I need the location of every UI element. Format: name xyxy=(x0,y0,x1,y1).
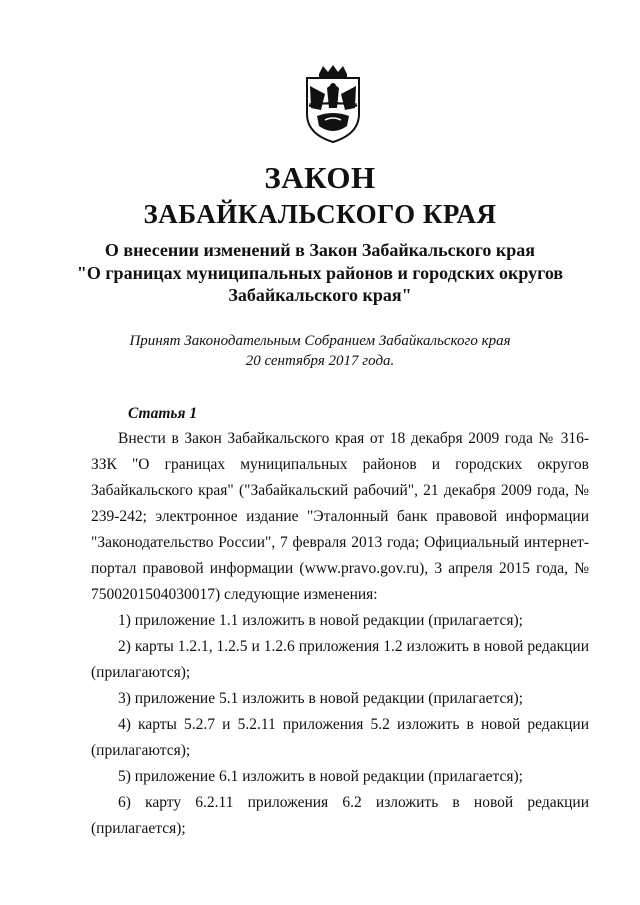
document-title: ЗАКОН xyxy=(264,160,376,195)
article-body xyxy=(91,426,589,842)
list-item: 5) приложение 6.1 изложить в новой редакции (прилагается); xyxy=(118,768,523,785)
list-item: 2) карты 1.2.1, 1.2.5 и 1.2.6 приложения 1.2 изложить в новой редакции (прилагаются); xyxy=(91,638,589,681)
article-heading: Статья 1 xyxy=(128,405,198,422)
list-item: 3) приложение 5.1 изложить в новой редакции (прилагается); xyxy=(118,690,523,707)
article-intro-paragraph: Внести в Закон Забайкальского края от 18 декабря 2009 года № 316-ЗЗК "О границах муниципальных районов и городских округов Забайкальского края" ("Забайкальский рабочий", 21 декабря 2009 года, № 239-242; электронное издание "Эталонный банк правовой информации "Законодательство России", 7 февраля 2013 года; Официальный интернет-портал правовой информации (www.pravo.gov.ru), 3 апреля 2015 года, № 7500201504030017) следующие изменения: xyxy=(91,430,589,603)
document-subtitle-line: "О границах муниципальных районов и городских округов xyxy=(76,263,564,283)
adoption-date: 20 сентября 2017 года. xyxy=(245,353,395,369)
list-item: 6) карту 6.2.11 приложения 6.2 изложить в новой редакции (прилагается); xyxy=(91,794,589,837)
document-subtitle-line: О внесении изменений в Закон Забайкальского края xyxy=(104,240,536,260)
adoption-note: Принят Законодательным Собранием Забайкальского края xyxy=(129,333,511,349)
list-item: 4) карты 5.2.7 и 5.2.11 приложения 5.2 изложить в новой редакции (прилагаются); xyxy=(91,716,589,759)
document-subtitle-line: Забайкальского края" xyxy=(228,285,412,305)
list-item: 1) приложение 1.1 изложить в новой редакции (прилагается); xyxy=(118,612,523,629)
coat-of-arms-icon xyxy=(301,64,365,144)
document-title-region: ЗАБАЙКАЛЬСКОГО КРАЯ xyxy=(143,199,497,229)
